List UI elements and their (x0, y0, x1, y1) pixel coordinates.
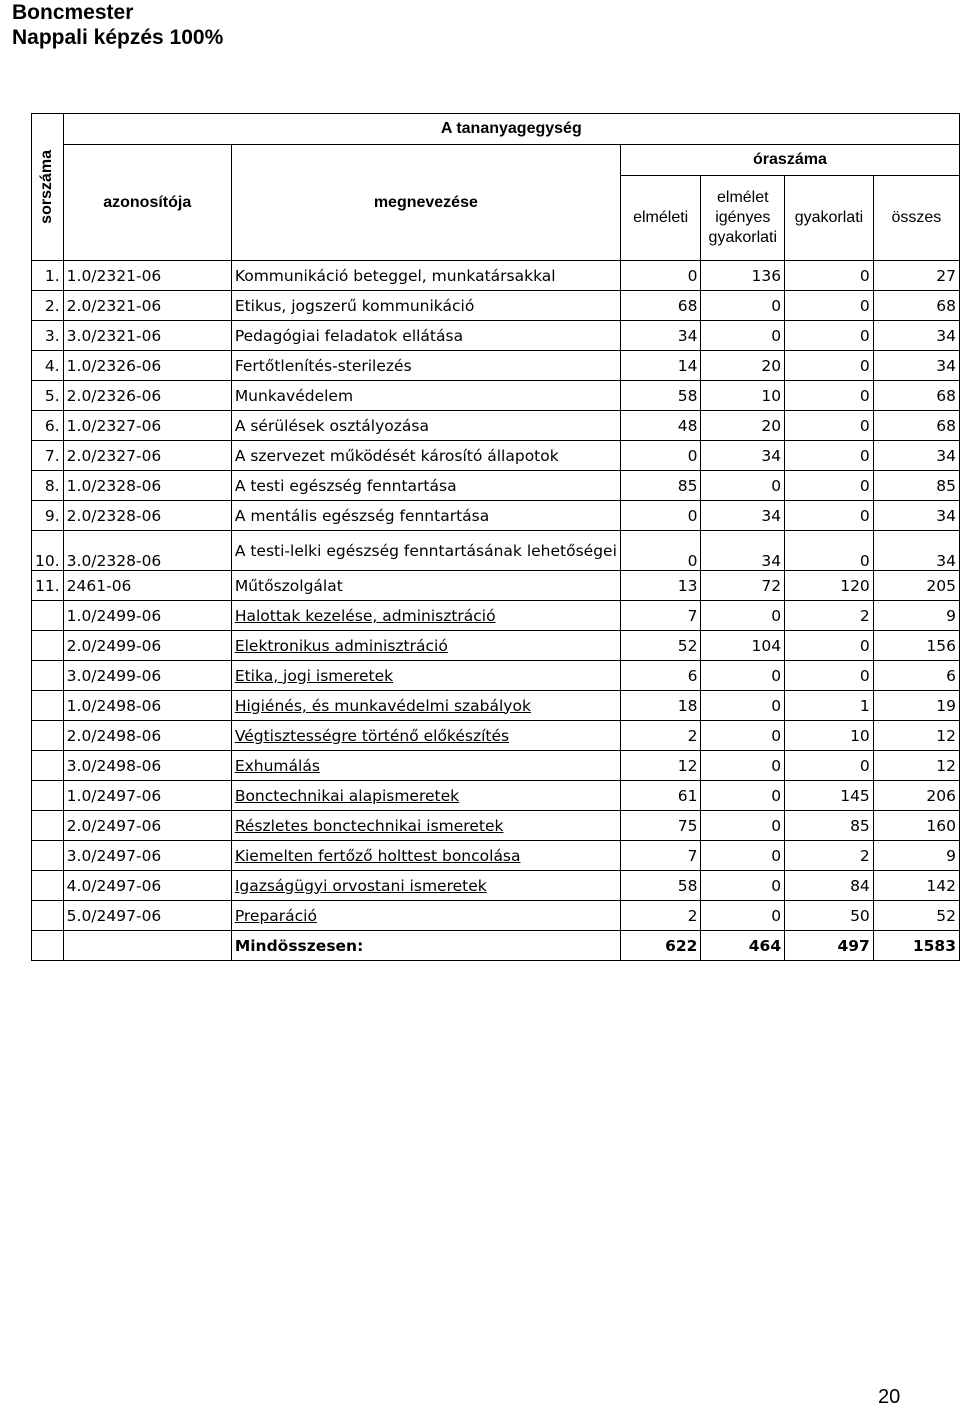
cell-gyakorlati: 0 (785, 321, 874, 351)
cell-osszes: 34 (873, 351, 959, 381)
cell-megnevezes-text: Preparáció (234, 906, 317, 925)
cell-megnevezes-text: Részletes bonctechnikai ismeretek (234, 816, 504, 835)
cell-azonosito: 2.0/2327-06 (63, 441, 231, 471)
table-row (32, 781, 960, 811)
table-row (32, 871, 960, 901)
cell-megnevezes: Etikus, jogszerű kommunikáció (231, 291, 620, 321)
cell-azonosito: 1.0/2328-06 (63, 471, 231, 501)
cell-megnevezes-text: Kiemelten fertőző holttest boncolása (234, 846, 521, 865)
cell-azonosito: 1.0/2499-06 (63, 601, 231, 631)
cell-igenyes: 0 (701, 811, 785, 841)
cell-osszes: 68 (873, 291, 959, 321)
cell-elmeleti: 0 (620, 531, 701, 571)
cell-azonosito: 2461-06 (63, 571, 231, 601)
cell-osszes: 156 (873, 631, 959, 661)
cell-azonosito: 5.0/2497-06 (63, 901, 231, 931)
header-osszes: összes (873, 176, 959, 261)
cell-elmeleti: 58 (620, 871, 701, 901)
cell-azonosito: 2.0/2328-06 (63, 501, 231, 531)
header-megnevezes: megnevezése (231, 145, 620, 261)
table-row (32, 351, 960, 381)
cell-osszes: 9 (873, 841, 959, 871)
cell-elmeleti: 2 (620, 721, 701, 751)
curriculum-table (31, 113, 960, 961)
cell-igenyes: 0 (701, 691, 785, 721)
table-row (32, 471, 960, 501)
cell-igenyes: 20 (701, 411, 785, 441)
table-row (32, 601, 960, 631)
total-label: Mindösszesen: (231, 931, 620, 961)
cell-osszes: 34 (873, 531, 959, 571)
cell-igenyes: 72 (701, 571, 785, 601)
table-row (32, 501, 960, 531)
cell-megnevezes: Műtőszolgálat (231, 571, 620, 601)
cell-elmeleti: 13 (620, 571, 701, 601)
cell-azonosito: 3.0/2321-06 (63, 321, 231, 351)
cell-megnevezes (231, 631, 620, 661)
cell-igenyes: 34 (701, 441, 785, 471)
cell-sorszam: 2. (32, 291, 64, 321)
cell-igenyes: 0 (701, 751, 785, 781)
cell-osszes: 9 (873, 601, 959, 631)
cell-megnevezes: A sérülések osztályozása (231, 411, 620, 441)
cell-sorszam: 10. (32, 531, 64, 571)
cell-megnevezes (231, 721, 620, 751)
cell-megnevezes: Fertőtlenítés-sterilezés (231, 351, 620, 381)
cell-megnevezes (231, 841, 620, 871)
cell-elmeleti: 7 (620, 841, 701, 871)
cell-igenyes: 0 (701, 841, 785, 871)
cell-gyakorlati: 0 (785, 351, 874, 381)
cell-osszes: 68 (873, 411, 959, 441)
cell-sorszam: 4. (32, 351, 64, 381)
cell-azonosito: 2.0/2326-06 (63, 381, 231, 411)
cell-gyakorlati: 0 (785, 631, 874, 661)
cell-gyakorlati: 0 (785, 411, 874, 441)
cell-gyakorlati: 2 (785, 601, 874, 631)
cell-igenyes: 34 (701, 531, 785, 571)
header-group-tananyagegyseg: A tananyagegység (63, 114, 959, 145)
cell-megnevezes: A mentális egészség fenntartása (231, 501, 620, 531)
cell-azonosito: 1.0/2327-06 (63, 411, 231, 441)
cell-osszes: 85 (873, 471, 959, 501)
cell-osszes: 34 (873, 501, 959, 531)
cell-gyakorlati: 10 (785, 721, 874, 751)
cell-elmeleti: 75 (620, 811, 701, 841)
cell-gyakorlati: 0 (785, 471, 874, 501)
cell-osszes: 12 (873, 721, 959, 751)
cell-azonosito: 1.0/2321-06 (63, 261, 231, 291)
cell-sorszam: 6. (32, 411, 64, 441)
cell-gyakorlati: 85 (785, 811, 874, 841)
header-azonosito: azonosítója (63, 145, 231, 261)
total-osszes: 1583 (873, 931, 959, 961)
cell-gyakorlati: 0 (785, 381, 874, 411)
cell-gyakorlati: 2 (785, 841, 874, 871)
page-number: 20 (878, 1386, 901, 1408)
cell-sorszam: 7. (32, 441, 64, 471)
cell-megnevezes (231, 781, 620, 811)
cell-igenyes: 0 (701, 601, 785, 631)
cell-elmeleti: 2 (620, 901, 701, 931)
cell-azonosito: 2.0/2499-06 (63, 631, 231, 661)
cell-sorszam (32, 901, 64, 931)
cell-megnevezes-text: Igazságügyi orvostani ismeretek (234, 876, 487, 895)
cell-sorszam (32, 811, 64, 841)
cell-elmeleti: 6 (620, 661, 701, 691)
cell-gyakorlati: 0 (785, 291, 874, 321)
table-row (32, 381, 960, 411)
cell-osszes: 12 (873, 751, 959, 781)
cell-gyakorlati: 0 (785, 531, 874, 571)
cell-azonosito: 3.0/2328-06 (63, 531, 231, 571)
cell-elmeleti: 48 (620, 411, 701, 441)
cell-igenyes: 0 (701, 471, 785, 501)
cell-azonosito: 3.0/2497-06 (63, 841, 231, 871)
cell-igenyes: 0 (701, 661, 785, 691)
table-row (32, 901, 960, 931)
cell-megnevezes: A testi egészség fenntartása (231, 471, 620, 501)
table-row (32, 841, 960, 871)
cell-elmeleti: 0 (620, 261, 701, 291)
cell-elmeleti: 14 (620, 351, 701, 381)
table-row (32, 751, 960, 781)
cell-megnevezes-text: Végtisztességre történő előkészítés (234, 726, 510, 745)
cell-sorszam (32, 721, 64, 751)
total-gyakorlati: 497 (785, 931, 874, 961)
table-row (32, 721, 960, 751)
cell-megnevezes: Kommunikáció beteggel, munkatársakkal (231, 261, 620, 291)
cell-megnevezes: Munkavédelem (231, 381, 620, 411)
cell-osszes: 34 (873, 321, 959, 351)
total-row (32, 931, 960, 961)
cell-igenyes: 0 (701, 781, 785, 811)
cell-megnevezes (231, 871, 620, 901)
cell-azonosito: 1.0/2497-06 (63, 781, 231, 811)
cell-gyakorlati: 0 (785, 501, 874, 531)
cell-igenyes: 10 (701, 381, 785, 411)
cell-sorszam (32, 871, 64, 901)
cell-elmeleti: 7 (620, 601, 701, 631)
cell-sorszam: 3. (32, 321, 64, 351)
header-sorszam (32, 114, 64, 261)
table-row (32, 531, 960, 571)
cell-gyakorlati: 0 (785, 441, 874, 471)
cell-megnevezes-text: Bonctechnikai alapismeretek (234, 786, 460, 805)
cell-sorszam (32, 691, 64, 721)
cell-osszes: 27 (873, 261, 959, 291)
cell-sorszam: 5. (32, 381, 64, 411)
cell-azonosito: 3.0/2499-06 (63, 661, 231, 691)
cell-gyakorlati: 120 (785, 571, 874, 601)
cell-osszes: 206 (873, 781, 959, 811)
cell-elmeleti: 0 (620, 441, 701, 471)
table-row (32, 321, 960, 351)
title-line-1: Boncmester (12, 1, 134, 24)
cell-azonosito: 2.0/2321-06 (63, 291, 231, 321)
cell-azonosito: 1.0/2498-06 (63, 691, 231, 721)
cell-megnevezes-text: Exhumálás (234, 756, 320, 775)
cell-igenyes: 0 (701, 291, 785, 321)
cell-igenyes: 0 (701, 321, 785, 351)
cell-sorszam (32, 841, 64, 871)
cell-sorszam: 11. (32, 571, 64, 601)
cell-osszes: 205 (873, 571, 959, 601)
cell-gyakorlati: 50 (785, 901, 874, 931)
cell-sorszam (32, 601, 64, 631)
cell-elmeleti: 61 (620, 781, 701, 811)
cell-azonosito: 3.0/2498-06 (63, 751, 231, 781)
cell-megnevezes (231, 811, 620, 841)
cell-azonosito: 2.0/2497-06 (63, 811, 231, 841)
cell-igenyes: 0 (701, 901, 785, 931)
cell-megnevezes (231, 751, 620, 781)
cell-osszes: 142 (873, 871, 959, 901)
cell-megnevezes-text: Halottak kezelése, adminisztráció (234, 606, 496, 625)
cell-megnevezes (231, 601, 620, 631)
header-sorszam-label: sorszáma (38, 150, 56, 224)
cell-elmeleti: 34 (620, 321, 701, 351)
cell-sorszam (32, 631, 64, 661)
cell-sorszam (32, 781, 64, 811)
cell-osszes: 6 (873, 661, 959, 691)
header-elmelet-igenyes-gyakorlati: elmélet igényes gyakorlati (701, 176, 785, 261)
cell-osszes: 52 (873, 901, 959, 931)
cell-gyakorlati: 0 (785, 261, 874, 291)
cell-igenyes: 136 (701, 261, 785, 291)
cell-igenyes: 34 (701, 501, 785, 531)
table-body (32, 261, 960, 961)
cell-sorszam-empty (32, 931, 64, 961)
table-row (32, 411, 960, 441)
cell-elmeleti: 0 (620, 501, 701, 531)
table-row (32, 691, 960, 721)
total-igenyes: 464 (701, 931, 785, 961)
cell-megnevezes (231, 691, 620, 721)
table-row (32, 661, 960, 691)
cell-igenyes: 104 (701, 631, 785, 661)
cell-sorszam: 8. (32, 471, 64, 501)
cell-osszes: 34 (873, 441, 959, 471)
cell-megnevezes (231, 901, 620, 931)
header-group-oraszama: óraszáma (620, 145, 959, 176)
cell-azonosito: 2.0/2498-06 (63, 721, 231, 751)
cell-gyakorlati: 145 (785, 781, 874, 811)
cell-elmeleti: 85 (620, 471, 701, 501)
cell-megnevezes: Pedagógiai feladatok ellátása (231, 321, 620, 351)
cell-sorszam (32, 751, 64, 781)
cell-igenyes: 20 (701, 351, 785, 381)
cell-gyakorlati: 0 (785, 751, 874, 781)
document-title (12, 0, 223, 50)
header-gyakorlati: gyakorlati (785, 176, 874, 261)
table-row (32, 291, 960, 321)
cell-osszes: 19 (873, 691, 959, 721)
cell-megnevezes (231, 661, 620, 691)
title-line-2: Nappali képzés 100% (12, 26, 224, 49)
cell-igenyes: 0 (701, 871, 785, 901)
cell-elmeleti: 68 (620, 291, 701, 321)
cell-osszes: 160 (873, 811, 959, 841)
table-row (32, 261, 960, 291)
cell-megnevezes-text: Higiénés, és munkavédelmi szabályok (234, 696, 531, 715)
cell-elmeleti: 18 (620, 691, 701, 721)
total-elmeleti: 622 (620, 931, 701, 961)
table-row (32, 441, 960, 471)
table-row (32, 811, 960, 841)
cell-elmeleti: 52 (620, 631, 701, 661)
cell-gyakorlati: 84 (785, 871, 874, 901)
cell-sorszam: 9. (32, 501, 64, 531)
header-elmeleti: elméleti (620, 176, 701, 261)
table-row (32, 631, 960, 661)
cell-megnevezes: A testi-lelki egészség fenntartásának lehetőségei (231, 531, 620, 571)
cell-elmeleti: 58 (620, 381, 701, 411)
cell-gyakorlati: 0 (785, 661, 874, 691)
cell-igenyes: 0 (701, 721, 785, 751)
cell-azonosito: 1.0/2326-06 (63, 351, 231, 381)
cell-gyakorlati: 1 (785, 691, 874, 721)
cell-osszes: 68 (873, 381, 959, 411)
cell-sorszam (32, 661, 64, 691)
cell-sorszam: 1. (32, 261, 64, 291)
cell-azonosito-empty (63, 931, 231, 961)
table-row (32, 571, 960, 601)
cell-elmeleti: 12 (620, 751, 701, 781)
cell-megnevezes-text: Elektronikus adminisztráció (234, 636, 448, 655)
cell-megnevezes: A szervezet működését károsító állapotok (231, 441, 620, 471)
cell-megnevezes-text: Etika, jogi ismeretek (234, 666, 394, 685)
cell-azonosito: 4.0/2497-06 (63, 871, 231, 901)
